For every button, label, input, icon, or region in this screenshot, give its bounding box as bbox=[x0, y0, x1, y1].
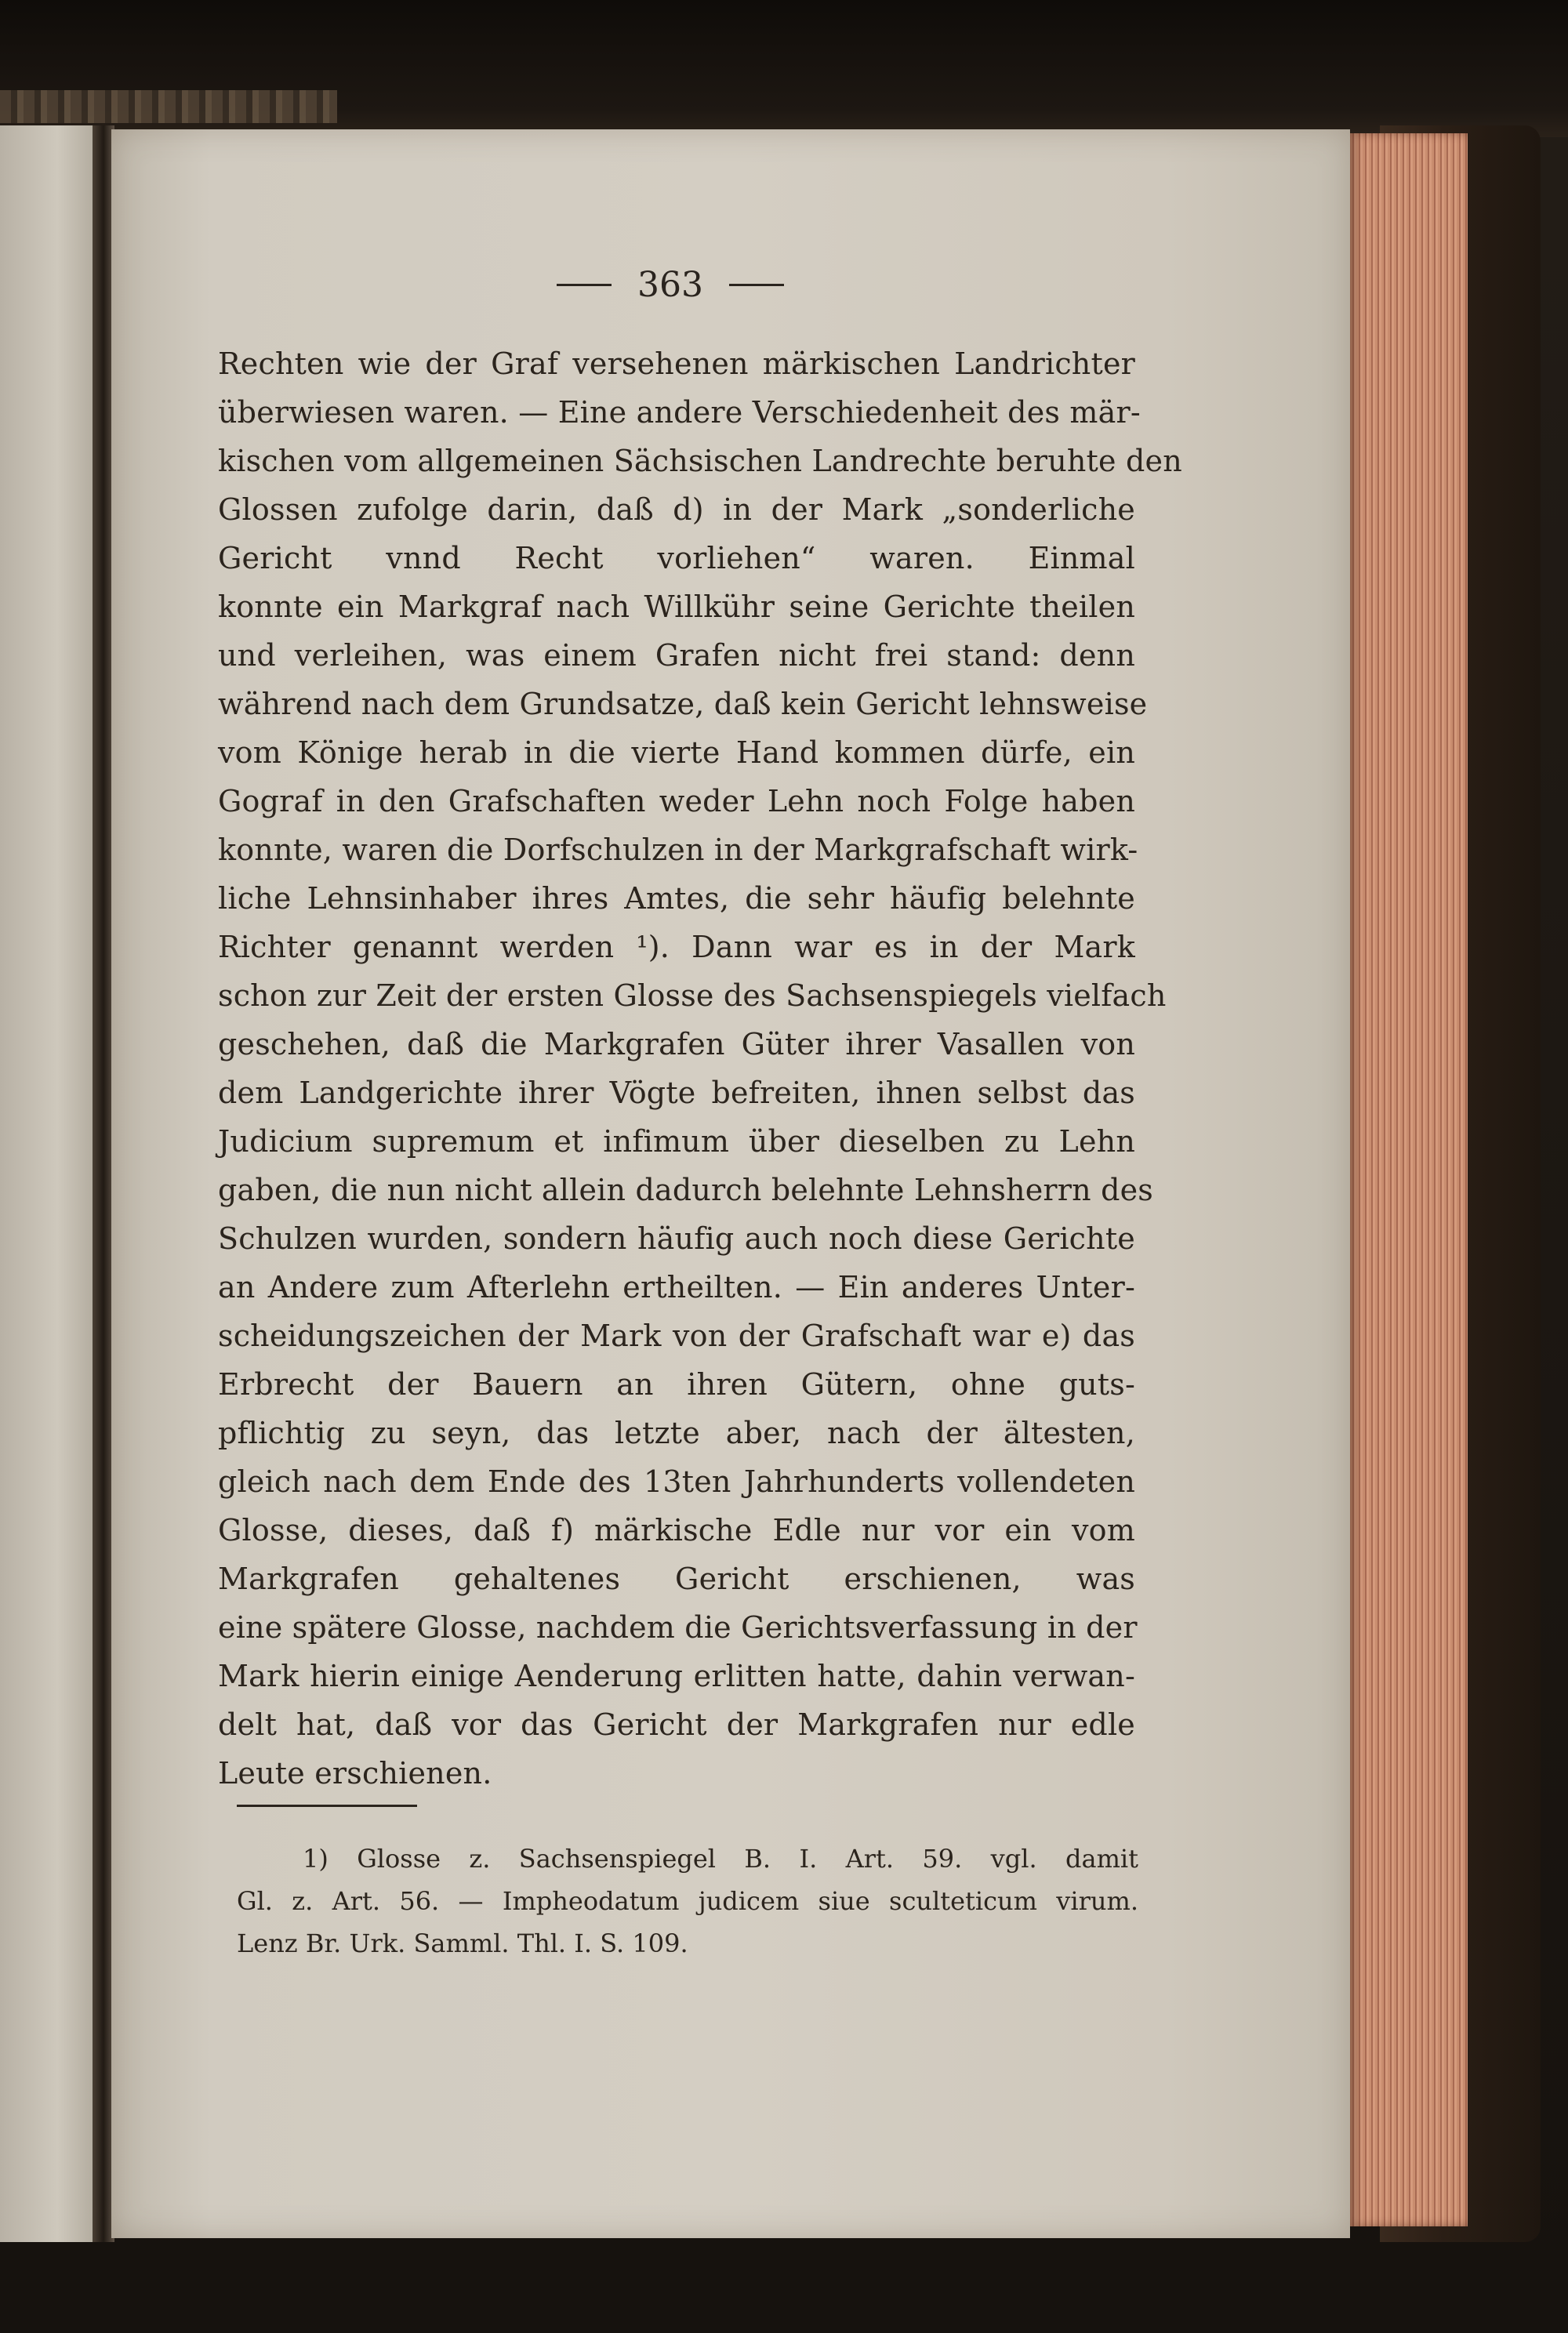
text-line: gleich nach dem Ende des 13ten Jahrhunderts vollendeten bbox=[218, 1464, 1135, 1499]
text-line: Leute erschienen. bbox=[218, 1756, 492, 1791]
text-line: Gograf in den Grafschaften weder Lehn noch Folge haben bbox=[218, 784, 1135, 818]
text-line: Richter genannt werden ¹). Dann war es in der Mark bbox=[218, 930, 1135, 964]
text-line: an Andere zum Afterlehn ertheilten. — Ein anderes Unter- bbox=[218, 1270, 1135, 1304]
page-header bbox=[514, 265, 827, 312]
text-line: dem Landgerichte ihrer Vögte befreiten, ihnen selbst das bbox=[218, 1076, 1135, 1110]
footnote-line: 1) Glosse z. Sachsenspiegel B. I. Art. 59. vgl. damit bbox=[303, 1844, 1138, 1874]
text-line: Glosse, dieses, daß f) märkische Edle nur vor ein vom bbox=[218, 1513, 1135, 1547]
left-page-edge bbox=[0, 125, 96, 2242]
text-line: und verleihen, was einem Grafen nicht frei stand: denn bbox=[218, 638, 1135, 673]
text-line: Markgrafen gehaltenes Gericht erschienen, was bbox=[218, 1562, 1135, 1596]
text-line: geschehen, daß die Markgrafen Güter ihrer Vasallen von bbox=[218, 1027, 1135, 1061]
text-line: überwiesen waren. — Eine andere Verschiedenheit des mär- bbox=[218, 395, 1141, 430]
text-line: konnte, waren die Dorfschulzen in der Markgrafschaft wirk- bbox=[218, 833, 1138, 867]
text-line: vom Könige herab in die vierte Hand kommen dürfe, ein bbox=[218, 735, 1135, 770]
text-line: Judicium supremum et infimum über dieselben zu Lehn bbox=[218, 1124, 1135, 1159]
text-line: scheidungszeichen der Mark von der Grafschaft war e) das bbox=[218, 1319, 1135, 1353]
text-line: während nach dem Grundsatze, daß kein Gericht lehnsweise bbox=[218, 687, 1148, 721]
text-line: Mark hierin einige Aenderung erlitten hatte, dahin verwan- bbox=[218, 1659, 1135, 1693]
text-line: Glossen zufolge darin, daß d) in der Mark „sonderliche bbox=[218, 492, 1135, 527]
text-line: liche Lehnsinhaber ihres Amtes, die sehr häufig belehnte bbox=[218, 881, 1135, 916]
binding-strip bbox=[0, 90, 337, 123]
text-line: konnte ein Markgraf nach Willkühr seine Gerichte theilen bbox=[218, 590, 1135, 624]
text-line: gaben, die nun nicht allein dadurch belehnte Lehnsherrn des bbox=[218, 1173, 1154, 1207]
header-rule-right bbox=[729, 284, 784, 286]
text-line: Rechten wie der Graf versehenen märkischen Landrichter bbox=[218, 347, 1135, 381]
page-block-edges bbox=[1350, 133, 1468, 2226]
footnote-separator bbox=[237, 1805, 417, 1807]
text-line: Gericht vnnd Recht vorliehen“ waren. Einmal bbox=[218, 541, 1135, 575]
text-line: Schulzen wurden, sondern häufig auch noch diese Gerichte bbox=[218, 1221, 1135, 1256]
main-text-block bbox=[218, 339, 1182, 1798]
footnote-block bbox=[237, 1838, 1138, 1965]
header-rule-left bbox=[557, 284, 612, 286]
page-number: 363 bbox=[637, 265, 703, 305]
footnote-line: Gl. z. Art. 56. — Impheodatum judicem siue sculteticum virum. bbox=[237, 1886, 1138, 1916]
text-line: kischen vom allgemeinen Sächsischen Landrechte beruhte den bbox=[218, 444, 1182, 478]
text-line: schon zur Zeit der ersten Glosse des Sachsenspiegels vielfach bbox=[218, 978, 1167, 1013]
text-line: Erbrecht der Bauern an ihren Gütern, ohne guts- bbox=[218, 1367, 1135, 1402]
text-line: delt hat, daß vor das Gericht der Markgrafen nur edle bbox=[218, 1707, 1135, 1742]
text-line: pflichtig zu seyn, das letzte aber, nach der ältesten, bbox=[218, 1416, 1135, 1450]
text-line: eine spätere Glosse, nachdem die Gerichtsverfassung in der bbox=[218, 1610, 1138, 1645]
footnote-line: Lenz Br. Urk. Samml. Thl. I. S. 109. bbox=[237, 1928, 688, 1958]
